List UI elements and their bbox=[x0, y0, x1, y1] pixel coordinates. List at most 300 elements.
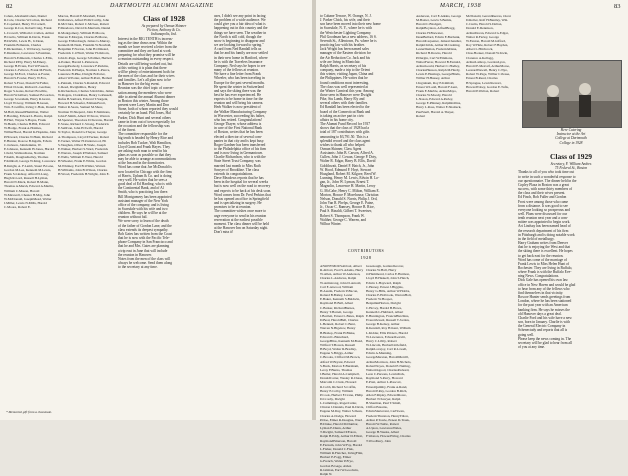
contributor-name: Merrill, Arthur bbox=[366, 355, 409, 364]
contributor-name: Ripley, Edward bbox=[376, 392, 398, 397]
text-line: married last month to Miss Ruth bbox=[214, 163, 261, 168]
roster-name: Olmsted, Frederick C. bbox=[58, 47, 109, 56]
text-line: is taking an active part in civic bbox=[320, 113, 365, 118]
contributor-name: Hinds, Wilbur H. bbox=[416, 72, 461, 81]
roster-name: Warren, Joseph P. bbox=[60, 151, 85, 156]
text-line: sation among the members who were bbox=[118, 90, 172, 95]
text-line: very well. He writes that he sees a bbox=[118, 177, 168, 182]
roster-name: Fellows, Frank M. bbox=[18, 68, 44, 73]
roster-name: Perkins, Frederick D. bbox=[58, 63, 109, 73]
contributor-name: Hubbard, Albert E. bbox=[366, 309, 404, 318]
text-line: urge everyone to send in his reunion bbox=[214, 213, 267, 218]
contributor-name: Kendall, Roy H. bbox=[369, 326, 392, 331]
contributor-name: Atwood, William H. bbox=[320, 284, 354, 293]
contributor-name: Noyes, Donald E. bbox=[375, 363, 400, 368]
contributor-name: Shattuck, Paul bbox=[416, 105, 462, 114]
text-line: preparing for what they promise will be bbox=[118, 53, 176, 58]
text-line: elected a director of several com- bbox=[214, 134, 262, 139]
text-line: to the Philadelphia office of his firm bbox=[214, 147, 267, 151]
class-notes-continued bbox=[320, 14, 412, 244]
text-line: Phil Goodman has a new address, 16 S. bbox=[320, 34, 377, 39]
class-1928-column bbox=[118, 12, 210, 269]
contributor-name: Metcalf, Arthur bbox=[479, 63, 501, 68]
contributor-name: Hussey, Arthur J. bbox=[416, 76, 450, 85]
text-line: several others with their families. bbox=[320, 101, 369, 106]
text-line: tenth reunion next year and a com- bbox=[518, 216, 569, 221]
class-1928-title: Class of 1928 bbox=[142, 14, 186, 23]
text-line: the North is still cold, though the bbox=[214, 34, 262, 39]
contributor-name: Hatch, Edwin L. bbox=[366, 276, 410, 285]
text-line: in Scarsdale, N. Y., where he is with bbox=[320, 26, 372, 31]
text-line: of the father of Gordon Lane, and the bbox=[118, 223, 172, 228]
contributor-name: Dwight, Samuel P. bbox=[322, 430, 348, 435]
contributor-name: Higgins, Henry G. bbox=[366, 284, 404, 293]
text-line: in Hanover for the big event. bbox=[118, 82, 160, 87]
contributor-name: Gilman, Earl W. bbox=[323, 467, 346, 472]
contributor-name: Kelsey, Arthur R. bbox=[366, 322, 400, 331]
text-line: State Street Trust Company, was bbox=[214, 159, 261, 164]
contributor-name: Lunt, Frank E. bbox=[416, 84, 458, 93]
text-line: could give you a fair idea of what is bbox=[214, 22, 266, 27]
text-line: going well. bbox=[518, 332, 535, 337]
text-line: Parker, Dick Hunt and several others bbox=[118, 115, 171, 120]
roster-name: Lindsay, Alfred D. bbox=[15, 171, 41, 176]
text-line: the Continental Bank, and of Al bbox=[118, 186, 164, 191]
text-line: promises to be at reunion. bbox=[214, 205, 252, 210]
roster-name: DeWitt, Lewis H., Jr. bbox=[7, 38, 37, 43]
text-line: board of the Connecticut Bank and bbox=[320, 109, 371, 114]
contributor-name: Lathrop, Gordon bbox=[475, 59, 498, 64]
roster-name: Knight, A. F. bbox=[7, 163, 25, 168]
text-line: extends its congratulations. bbox=[214, 171, 254, 176]
contributor-name: Roller, Rolf H. bbox=[469, 18, 490, 23]
text-line: gan, Jr., John W. Lyman, Ernest T. bbox=[320, 180, 370, 185]
roster-name: Edmonds, Charles L. bbox=[17, 55, 46, 60]
text-line: month we have received a letter from the bbox=[118, 44, 177, 49]
contributor-name: Swan, Frederic bbox=[366, 409, 405, 418]
text-line: old Hanover days a great deal. bbox=[518, 311, 562, 316]
roster-name: Meadows, David K. bbox=[60, 26, 88, 31]
roster-name: Stevens, Harold E. bbox=[58, 117, 114, 127]
roster-name: Fassett, Charles L. bbox=[4, 63, 49, 73]
text-line: of Boston, writes that he has been bbox=[214, 130, 263, 135]
contributor-name: Thayer, Robert bbox=[416, 109, 455, 118]
contributor-name: Fenton, Harold M. bbox=[469, 38, 495, 43]
contributor-name: Ladd, Harold F. bbox=[429, 84, 451, 89]
contributor-name: Blake, Edward L. bbox=[320, 330, 356, 339]
contributor-name: Pease, Ernest B. bbox=[466, 72, 510, 81]
contributor-name: Brown, Alfred W. bbox=[320, 355, 361, 364]
contributor-name: Hooker, Donald W. bbox=[473, 51, 500, 56]
contributor-name: Doe, Elmer R. bbox=[322, 417, 342, 422]
contributor-name: Abbott, Albert R. bbox=[320, 264, 362, 273]
text-line: in Boston this winter. Among those bbox=[118, 98, 169, 103]
roster-name: Porter, Albert W. bbox=[58, 72, 106, 81]
roster-name: Shepard, John E. bbox=[73, 109, 97, 114]
roster-name: Maxwell, Chester H. bbox=[7, 192, 36, 197]
text-line: Word has come that Joe McDonald is bbox=[118, 165, 172, 170]
roster-name: Reed, Dwight bbox=[61, 84, 80, 89]
text-line: the class and their wives present. bbox=[518, 191, 566, 196]
contributor-name: Bishop, Frank H. bbox=[323, 330, 347, 335]
roster-name: West, Harold H. bbox=[58, 155, 103, 164]
contributor-name: Hardy, Lewis E. bbox=[416, 68, 461, 77]
text-line: that he and Mrs. Gates are planning bbox=[118, 244, 170, 249]
roster-name: Kimball, George W. bbox=[6, 159, 34, 164]
text-line: moment. The class dinner will be held bbox=[214, 221, 269, 226]
text-line: at this writing it is plain that there bbox=[118, 65, 167, 70]
contributor-name: Rand, Harold P. bbox=[366, 384, 408, 393]
contributor-name: Bentley, Wm. C. bbox=[466, 18, 509, 27]
text-line: Pike, Stu Lamb, Harry Ely and bbox=[320, 97, 365, 102]
text-line: Lloyd Grant and Frank Hayes. They bbox=[118, 144, 171, 149]
roster-name: Peabody, Lawrence F. bbox=[67, 63, 98, 68]
contributor-name: Moody, Harold L. bbox=[416, 92, 452, 102]
text-line: in Worcester, succeeding his father, bbox=[214, 113, 265, 118]
contributor-name: Hobbs, Charles E. bbox=[366, 288, 410, 298]
text-line: that he is enjoying the West and that bbox=[518, 245, 571, 250]
text-line: Harry Graham writes from Denver bbox=[518, 241, 568, 246]
text-line: where Frank is with the Buffalo Eve- bbox=[518, 270, 572, 275]
roster-name: Cohen, Daniel R. bbox=[4, 14, 47, 23]
contributor-name: Elliott, Raymond bbox=[320, 434, 364, 443]
text-line: Dick Gale has opened his own law bbox=[518, 278, 568, 283]
contributor-name: Cutler, Clinton J. bbox=[320, 401, 357, 410]
roster-name: Howard, Charles N. bbox=[6, 134, 34, 139]
text-line: find themselves in that vicinity. bbox=[518, 290, 564, 295]
text-line: Cullen, John J. Cowan, George P. Doty, bbox=[320, 155, 377, 160]
contributor-name: Wales, George H. bbox=[366, 426, 402, 435]
text-line: came in from out of town especially for bbox=[118, 119, 175, 124]
contributor-name: Farnum, John W. bbox=[322, 442, 347, 447]
roster-name: Wells, William E. bbox=[60, 155, 85, 160]
text-line: amounting to $3,791.50. This is a bbox=[320, 134, 369, 139]
contributor-name: Bennett, Robert C. bbox=[322, 322, 349, 327]
text-line: shows that the class of 1928 had a bbox=[320, 126, 370, 131]
contributor-name: Sawyer, Ralph B. bbox=[366, 397, 401, 406]
contributor-name: French, Walter P. bbox=[323, 459, 347, 464]
roster-name: Wright, John E. bbox=[88, 171, 110, 176]
roster-name: Parker, Harold L. bbox=[61, 59, 85, 64]
text-line: Ralph Harris, as secretary of his bbox=[320, 63, 367, 68]
running-head-right: MARCH, 1938 bbox=[440, 3, 482, 9]
text-line: at the Inn and in the dormitories. bbox=[118, 161, 166, 166]
text-line: ning News. Congratulations. bbox=[518, 274, 560, 279]
text-line: Don't miss it! bbox=[214, 230, 234, 235]
roster-name: Putnam, Charles S. bbox=[60, 80, 87, 85]
contributor-name: Cushing, Lester bbox=[416, 43, 461, 52]
contributor-name: Libby, Robert W. bbox=[366, 338, 397, 347]
text-line: the men of the class and for their wives bbox=[118, 74, 175, 79]
contributor-name: Barnes, Henry T. bbox=[320, 305, 355, 314]
contributor-name: Bryant, Edward S. bbox=[320, 359, 355, 368]
roster-name: Pierce, Laurence B. bbox=[58, 68, 111, 77]
contributor-name: Sturtevant, Carl bbox=[374, 409, 397, 414]
contributor-name: Anderson, Carl E. bbox=[416, 14, 441, 18]
text-line: Dave Meadows reports that he has bbox=[214, 176, 264, 181]
roster-name: Ely, Harry M. bbox=[17, 59, 37, 64]
contributor-name: Day, Walter S. bbox=[334, 409, 355, 414]
contributor-name: Lincoln, Herbert bbox=[369, 342, 393, 347]
contributor-name: Morrison, John H. bbox=[375, 359, 400, 364]
contributor-name: Burns, Thomas J. bbox=[320, 367, 353, 377]
roster-name: Cornell, George R. bbox=[4, 22, 46, 31]
text-line: may be able to arrange accommodations bbox=[118, 157, 176, 162]
contributor-name: Bigelow, Henry B. bbox=[320, 326, 356, 335]
roster-name: McCarthy, John R. bbox=[58, 18, 110, 27]
text-line: to get back east for the reunion. bbox=[518, 253, 564, 258]
class-1928-notes bbox=[118, 37, 210, 270]
contributor-name: Howe, Kenneth L. bbox=[366, 305, 402, 314]
contributor-name: Edgar, Walter R. bbox=[466, 30, 509, 39]
text-line: The class was well represented at bbox=[320, 84, 368, 89]
roster-name: Moore, Robert E. bbox=[7, 205, 31, 210]
roster-name: Ingalls, Edwin C. bbox=[4, 138, 52, 147]
contributor-name: Ray, Gordon B. bbox=[378, 388, 400, 393]
contributor-name: Newell, Henry C. bbox=[477, 68, 502, 73]
text-line: Details are still being worked out, but bbox=[118, 61, 173, 66]
text-line: that he and his family are now settled bbox=[214, 51, 268, 56]
text-line: of you at any time. bbox=[518, 344, 546, 349]
text-line: London, where he has been stationed bbox=[518, 299, 572, 304]
contributor-name: Read, Charles H. bbox=[466, 76, 498, 85]
roster-name: Mead, Walter J. bbox=[4, 196, 52, 206]
roster-name: Kelley, Thomas F. bbox=[4, 155, 49, 164]
roster-name: Grant, Lloyd W. bbox=[4, 97, 51, 106]
roster-name: Cohen, Abraham bbox=[4, 14, 27, 18]
text-line: office in New Haven and would be glad bbox=[518, 282, 576, 287]
contributor-name: Arnold, Carl E. bbox=[320, 280, 362, 289]
roster-name: Cole, Charles W. bbox=[7, 18, 31, 23]
roster-name: Ford, Charles A. bbox=[18, 72, 42, 77]
contributor-name: Rowe, Herbert N. bbox=[366, 392, 407, 401]
roster-name: Thayer, George A. bbox=[58, 130, 107, 139]
contributor-name: Fernald, Arthur bbox=[416, 59, 461, 68]
roster-name: White, Gordon M. bbox=[58, 159, 107, 168]
text-line: company, made a trip to the Orient bbox=[320, 68, 370, 73]
contributor-name: Brooks, Clifford M. bbox=[323, 355, 351, 360]
contributor-name: Curtis, Harold S. bbox=[469, 22, 493, 27]
text-line: best he has ever experienced. He bbox=[214, 92, 262, 97]
contributor-name: Cobb, Richard S. bbox=[323, 384, 347, 389]
text-line: the research department of his firm bbox=[518, 228, 569, 233]
contributor-name: Frye, Gordon B. bbox=[320, 459, 354, 468]
roster-name: Moore, Warren E. bbox=[58, 30, 106, 39]
contributor-name: Bragg, Charles H. bbox=[416, 26, 456, 35]
roster-name: Wood, Frederick H. bbox=[61, 171, 89, 176]
contributor-name: Ingraham, Roy E. bbox=[418, 80, 443, 85]
text-line: Seventh St., Allentown, Pa. where he is bbox=[320, 38, 377, 43]
roster-name: Dunmore, Lawrence S. bbox=[6, 51, 39, 56]
contributor-name: Packard, Leon C. bbox=[366, 367, 410, 377]
text-line: banking firm. He says he misses the bbox=[518, 307, 570, 312]
text-line: expects to be home in time for the bbox=[214, 97, 263, 102]
contributor-name: Hills, Arthur W. bbox=[378, 288, 401, 293]
roster-name: Turner, Walter H. bbox=[60, 138, 85, 143]
text-line: committee and they are hard at work bbox=[118, 49, 171, 54]
text-line: children. He says he will be at the bbox=[118, 211, 167, 216]
text-line: office of the company, and is living bbox=[118, 202, 169, 207]
contributor-name: Stearns, Edwin bbox=[366, 405, 388, 414]
roster-name: Marshall, Ernest D. bbox=[58, 14, 106, 23]
roster-name: King, Lawrence B. bbox=[4, 159, 56, 168]
roster-name: Tucker, Robert E. bbox=[58, 134, 110, 143]
roster-name: Whitney, Earl B. bbox=[61, 163, 85, 168]
contributor-name: Tufts, Harold P. bbox=[466, 84, 509, 93]
contributor-name: Rollins, Harry L. bbox=[416, 101, 462, 110]
contributor-name: Perry, Howard E. bbox=[366, 376, 403, 385]
contributor-name: Burbank, Harold bbox=[416, 34, 461, 43]
text-line: he has opened an office in Springfield bbox=[214, 196, 269, 201]
roster-name: Hodge, Frank A. bbox=[7, 126, 31, 131]
contributors-list-a bbox=[320, 264, 365, 476]
roster-name: Davis, Frank H. bbox=[4, 34, 50, 43]
text-line: Thanks to all of you who took time out bbox=[518, 170, 575, 175]
text-line: Word comes from Dr. Fred Perkins that bbox=[214, 192, 271, 197]
contributor-name: Morse, Leonard bbox=[466, 63, 510, 73]
contributor-name: Cook, Herbert F. bbox=[322, 392, 346, 397]
contributor-name: Gifford, Roy W. bbox=[466, 38, 506, 48]
text-line: but is now well on the road to recovery bbox=[214, 184, 271, 189]
contributor-name: Dunn, Arthur T. bbox=[320, 426, 352, 435]
text-line: we are looking forward to spring." bbox=[214, 43, 264, 48]
roster-name: Ross, Henry G. bbox=[80, 92, 102, 97]
roster-name: Murray, Kenneth M. bbox=[58, 38, 111, 48]
contributor-name: Briggs, Arthur C. bbox=[320, 351, 354, 360]
contributor-name: Abbott, Fred S. bbox=[323, 268, 345, 273]
contributor-name: Crosby, Dwight L. bbox=[320, 397, 345, 406]
contributor-name: Dunbar, Lyman E. bbox=[320, 421, 359, 431]
roster-name: Ellis, Richard P. bbox=[4, 55, 53, 64]
text-line: good deal of Ed Harding, who is with bbox=[118, 182, 173, 187]
roster-name: Sargent, Howard H. bbox=[58, 97, 109, 106]
contributor-name: Boynton, Alfred bbox=[424, 26, 447, 31]
roster-name: Colton, Richard E. bbox=[4, 18, 52, 27]
roster-name: Thompson, Lloyd P. bbox=[61, 134, 89, 139]
contributor-name: Campbell, Donald bbox=[320, 372, 360, 381]
contributor-name: Holbrook, Warren bbox=[380, 293, 405, 298]
roster-name: Dorsey, George E. bbox=[4, 47, 52, 56]
roster-name: Cox, Robert bbox=[17, 26, 35, 31]
text-line: the skiing there is excellent. He hopes bbox=[518, 249, 573, 254]
text-line: class extends its deepest sympathy. bbox=[118, 227, 169, 232]
text-line: Assistants: John B. Carson, Alfred A. bbox=[320, 151, 374, 156]
text-line: of Harris, Upham & Co. and is doing bbox=[118, 173, 172, 178]
text-line: the reunion in Hanover. bbox=[118, 252, 152, 257]
text-line: and is specializing in surgery. He bbox=[214, 201, 262, 206]
text-line: in Pittsburgh and is doing notable work bbox=[518, 232, 575, 237]
text-line: wife are living in Montclair. bbox=[320, 59, 361, 64]
contributors-list-c bbox=[416, 14, 462, 418]
text-line: Bill Montgomery has been appointed bbox=[118, 194, 172, 199]
text-line: certainly be on hand. Phil Jones, Hal bbox=[118, 111, 171, 116]
roster-name: Hale, Donald M. bbox=[4, 105, 56, 114]
contributor-name: Beal, Harold bbox=[323, 318, 341, 323]
contributor-name: Hastings, George bbox=[428, 72, 452, 77]
text-line: wishes to thank all who helped. bbox=[320, 142, 366, 147]
contributor-name: Cummings, Roger bbox=[322, 401, 348, 406]
contributor-name: Snell, Harold A. bbox=[422, 109, 445, 114]
text-line: to Cabane Terrace, W. Orange, N. J. bbox=[320, 14, 372, 18]
contributor-name: Phinney, Ralph bbox=[429, 101, 451, 106]
text-line: the problem of a wide audience. We bbox=[214, 18, 266, 23]
text-line: Europe for the past several months. bbox=[214, 80, 265, 85]
class-1929-title: Class of 1929 bbox=[549, 152, 593, 161]
contributor-name: Eaton, Ralph B. bbox=[320, 430, 357, 439]
text-line: Company. Ned says he hopes to see bbox=[214, 63, 266, 68]
contributor-name: Bacon, Roland B. bbox=[320, 288, 359, 298]
roster-name: Lewis, Frank S. bbox=[4, 167, 52, 176]
contributor-name: Fisher, Donald C. bbox=[322, 446, 347, 451]
contributor-name: Nichols, Robert bbox=[366, 359, 412, 368]
contributor-name: Clark, Howard R. bbox=[320, 380, 357, 389]
contributor-name: Carter, Wesley R. bbox=[329, 376, 354, 381]
contributor-name: Carpenter, James bbox=[425, 38, 449, 43]
roster-name: Phelps, Norman L. bbox=[75, 68, 101, 73]
contributor-name: Tuttle, Robert A. bbox=[366, 421, 399, 431]
contributor-name: Hammond, Carlos E. bbox=[369, 272, 398, 277]
roster-name: Lyman, Harold N. bbox=[4, 176, 49, 185]
contributor-name: Dean, Charles A. bbox=[320, 409, 363, 418]
text-line: mittee was appointed to begin work. bbox=[518, 220, 571, 225]
contributor-name: Bliss, Kenneth M. bbox=[329, 338, 355, 343]
text-line: always be welcome. Send them along bbox=[118, 261, 173, 266]
contributor-name: Manning, George bbox=[366, 351, 392, 360]
roster-name: Heath, Charles H. bbox=[7, 122, 33, 127]
roster-name: Mason, Harold W. bbox=[4, 188, 40, 197]
roster-name: Norton, John H. bbox=[74, 47, 97, 52]
text-line: he is with the Travelers Insurance bbox=[214, 59, 263, 64]
contributor-name: Durgin, Carl W. bbox=[418, 55, 440, 60]
roster-name: Richardson, Charles S. bbox=[61, 88, 93, 93]
text-line: Roscoe Hunter sends greetings from bbox=[518, 295, 571, 300]
contributor-name: Adams, Harry W. bbox=[320, 268, 364, 277]
text-line: in their new home in Hartford, where bbox=[214, 55, 268, 60]
roster-column-1 bbox=[4, 14, 56, 209]
text-line: The committee wishes once more to bbox=[214, 209, 266, 214]
text-line: and families. Let's all plan now to be bbox=[118, 78, 171, 83]
running-head-left: DARTMOUTH ALUMNI MAGAZINE bbox=[110, 3, 214, 9]
contributor-name: Allen, Arthur W. bbox=[323, 272, 347, 277]
contributor-name: Ross, Walter E. bbox=[427, 105, 449, 110]
contributor-name: Farley, George W. bbox=[466, 34, 499, 43]
contributor-name: Childs, Arthur M. bbox=[424, 43, 449, 48]
contributor-name: Barrett, George J. bbox=[320, 309, 353, 318]
roster-name: Eastman, Harold S. bbox=[4, 51, 51, 60]
text-line: Roger Gardner has been transferred bbox=[214, 142, 266, 147]
text-line: and expects to be back at his desk soon. bbox=[214, 188, 272, 193]
text-line: at the Hanover Inn on Saturday night. bbox=[214, 225, 269, 230]
page-number-left: 82 bbox=[6, 3, 13, 10]
text-line: manager of the Eastern division for bbox=[320, 51, 371, 56]
text-line: Charlie Richardson, who is with the bbox=[214, 155, 266, 160]
contributor-name: Perley, George E. bbox=[416, 97, 454, 106]
text-line: to hear from any of the fellows who bbox=[518, 286, 570, 291]
roster-name: Judd, Wallace bbox=[6, 151, 26, 156]
text-line: success, with some thirty members of bbox=[518, 187, 573, 192]
contributor-name: Weston, Howard bbox=[368, 434, 392, 439]
contributor-name: Eddy, Arthur D. bbox=[332, 434, 354, 439]
roster-name: Snow, Warren M. bbox=[58, 113, 110, 122]
text-line: able to attend the annual Alumni dinner bbox=[118, 94, 175, 99]
text-line: W. Hood, Edmund F. Hoyt, Stewart bbox=[320, 167, 372, 172]
roster-name: Harding, Edward L. bbox=[6, 113, 35, 118]
text-line: snow is beginning to disappear and bbox=[214, 38, 265, 43]
roster-name: Foster, Harold S. bbox=[4, 72, 51, 81]
contributor-name: Greenough, Garland bbox=[366, 264, 394, 268]
roster-name: McGee, Robert F. bbox=[58, 22, 109, 31]
roster-name: Keith, Douglas bbox=[6, 155, 27, 160]
